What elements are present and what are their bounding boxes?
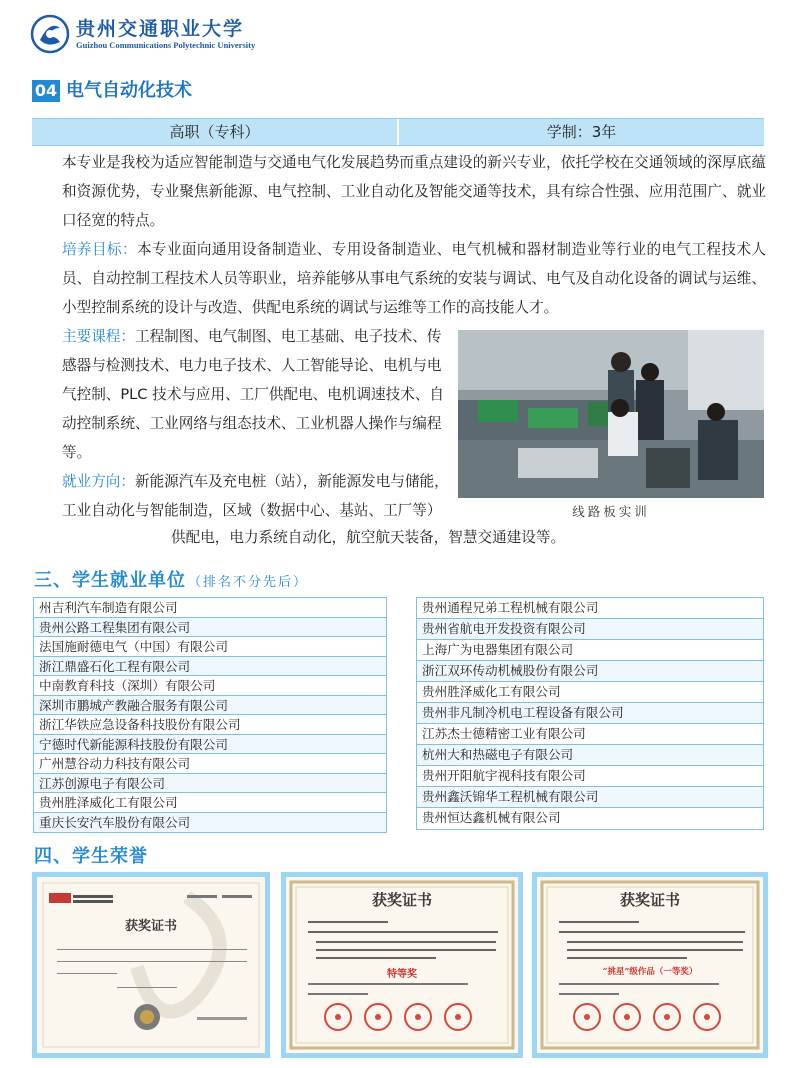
employer-list-right <box>416 597 764 830</box>
list-item: 贵州胜泽威化工有限公司 <box>34 793 386 813</box>
list-item: 贵州胜泽威化工有限公司 <box>417 682 763 703</box>
award-certificate-2 <box>281 872 523 1058</box>
training-goal-label: 培养目标： <box>62 241 137 258</box>
certificate-1-title: 获奖证书 <box>124 919 177 934</box>
certificate-2-award: 特等奖 <box>387 969 417 980</box>
major-info-bar <box>32 118 764 146</box>
education-level: 高职（专科） <box>169 123 260 141</box>
list-item: 浙江双环传动机械股份有限公司 <box>417 661 763 682</box>
school-name-en: Guizhou Communications Polytechnic University <box>76 39 256 50</box>
certificate-2-title: 获奖证书 <box>371 891 432 909</box>
study-duration: 学制：3年 <box>546 123 617 141</box>
list-item: 贵州非凡制冷机电工程设备有限公司 <box>417 703 763 724</box>
list-item: 州吉利汽车制造有限公司 <box>34 598 386 618</box>
main-courses-text: 工程制图、电气制图、电工基础、电子技术、传感器与检测技术、电力电子技术、人工智能导论、电机与电气控制、PLC 技术与应用、工厂供配电、电机调速技术、自动控制系统、工业网络与组态技术、工业机器人操作与编程等。 <box>62 328 445 461</box>
list-item: 中南教育科技（深圳）有限公司 <box>34 676 386 696</box>
list-item: 江苏创源电子有限公司 <box>34 774 386 794</box>
major-heading <box>32 80 192 102</box>
honors-heading <box>34 842 148 868</box>
certificate-1-decoration <box>37 877 265 1053</box>
main-courses-label: 主要课程： <box>62 328 135 345</box>
honors-title: 四、学生荣誉 <box>34 846 148 867</box>
training-goal <box>32 235 766 322</box>
list-item: 贵州开阳航宇视科技有限公司 <box>417 766 763 787</box>
employers-heading <box>34 566 308 592</box>
photo-caption: 线路板实训 <box>572 504 650 519</box>
employer-list-left <box>33 597 387 833</box>
school-logo <box>30 12 270 56</box>
certificate-3-title: 获奖证书 <box>619 891 680 909</box>
award-certificate-3 <box>532 872 768 1058</box>
list-item: 贵州公路工程集团有限公司 <box>34 618 386 638</box>
certificate-3-award: “挑星”级作品（一等奖） <box>602 967 698 977</box>
employment-direction-tail: 供配电，电力系统自动化，航空航天装备，智慧交通建设等。 <box>171 529 566 546</box>
lab-training-photo <box>458 330 764 498</box>
major-intro: 本专业是我校为适应智能制造与交通电气化发展趋势而重点建设的新兴专业，依托学校在交通领域的深厚底蕴和资源优势，专业聚焦新能源、电气控制、工业自动化及智能交通等技术，具有综合性强、应用范围广、就业口径宽的特点。 <box>62 154 766 229</box>
major-title: 电气自动化技术 <box>66 80 192 101</box>
school-name-cn: 贵州交通职业大学 <box>76 17 245 40</box>
list-item: 贵州省航电开发投资有限公司 <box>417 619 763 640</box>
list-item: 杭州大和热磁电子有限公司 <box>417 745 763 766</box>
list-item: 宁德时代新能源科技股份有限公司 <box>34 735 386 755</box>
list-item: 贵州恒达鑫机械有限公司 <box>417 808 763 829</box>
employers-note: （排名不分先后） <box>188 575 309 590</box>
school-emblem-icon <box>30 14 70 54</box>
list-item: 贵州通程兄弟工程机械有限公司 <box>417 598 763 619</box>
list-item: 贵州鑫沃锦华工程机械有限公司 <box>417 787 763 808</box>
award-certificate-1 <box>32 872 270 1058</box>
list-item: 重庆长安汽车股份有限公司 <box>34 813 386 833</box>
employment-direction-text: 新能源汽车及充电桩（站），新能源发电与储能，工业自动化与智能制造，区域（数据中心、基站、工厂等） <box>62 473 449 519</box>
list-item: 浙江鼎盛石化工程有限公司 <box>34 657 386 677</box>
employment-direction-label: 就业方向： <box>62 473 135 490</box>
list-item: 法国施耐德电气（中国）有限公司 <box>34 637 386 657</box>
employment-direction <box>32 467 452 525</box>
employers-title: 三、学生就业单位 <box>34 570 186 591</box>
training-goal-text: 本专业面向通用设备制造业、专用设备制造业、电气机械和器材制造业等行业的电气工程技术人员、自动控制工程技术人员等职业，培养能够从事电气系统的安装与调试、电气及自动化设备的调试与运维、小型控制系统的设计与改造、供配电系统的调试与运维等工作的高技能人才。 <box>62 241 766 316</box>
list-item: 上海广为电器集团有限公司 <box>417 640 763 661</box>
main-courses <box>32 322 452 467</box>
list-item: 浙江华铁应急设备科技股份有限公司 <box>34 715 386 735</box>
list-item: 广州慧谷动力科技有限公司 <box>34 754 386 774</box>
major-number-badge: 04 <box>32 80 60 102</box>
list-item: 江苏杰士德精密工业有限公司 <box>417 724 763 745</box>
list-item: 深圳市鹏城产教融合服务有限公司 <box>34 696 386 716</box>
